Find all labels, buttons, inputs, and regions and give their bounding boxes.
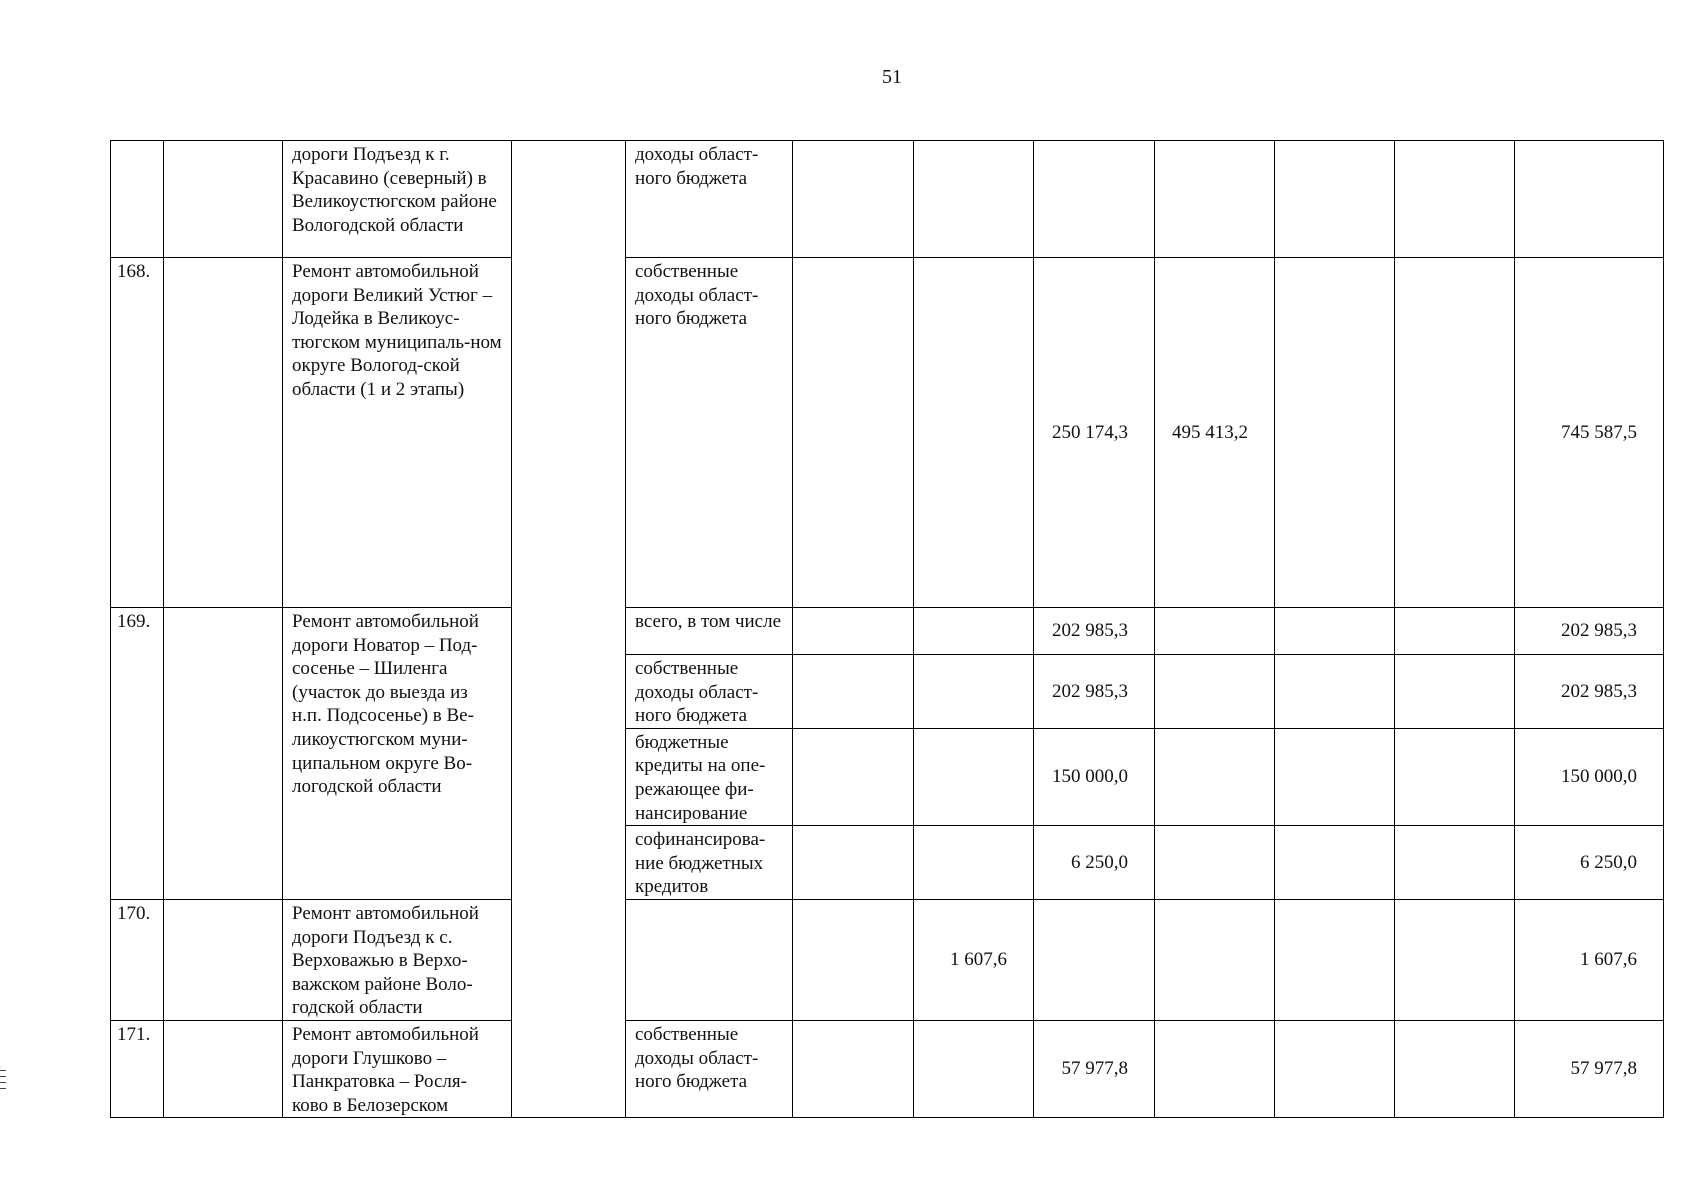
- value-cell: [793, 608, 914, 655]
- value-cell: 57 977,8: [1034, 1020, 1155, 1117]
- total-cell: 1 607,6: [1515, 899, 1664, 1020]
- value-cell: [793, 655, 914, 729]
- row-number: 171.: [111, 1020, 164, 1117]
- funding-source: собственные доходы област-ного бюджета: [626, 258, 793, 608]
- total-cell: 150 000,0: [1515, 728, 1664, 825]
- value-cell: [914, 258, 1034, 608]
- executor-cell: [512, 141, 626, 258]
- value-cell: [1275, 826, 1395, 900]
- total-cell: 202 985,3: [1515, 608, 1664, 655]
- value-cell: [914, 1020, 1034, 1117]
- value-cell: [793, 899, 914, 1020]
- page-number: 51: [882, 66, 902, 88]
- value-cell: [793, 258, 914, 608]
- value-cell: 202 985,3: [1034, 655, 1155, 729]
- value-cell: [1155, 899, 1275, 1020]
- value-cell: 6 250,0: [1034, 826, 1155, 900]
- value-cell: [1034, 899, 1155, 1020]
- value-cell: [1395, 899, 1515, 1020]
- value-cell: [914, 655, 1034, 729]
- row-number: 169.: [111, 608, 164, 900]
- value-cell: [1395, 258, 1515, 608]
- value-cell: [793, 1020, 914, 1117]
- funding-source: собственные доходы област-ного бюджета: [626, 1020, 793, 1117]
- value-cell: [793, 141, 914, 258]
- executor-cell: [512, 258, 626, 608]
- table-row: [111, 899, 1664, 1020]
- value-cell: 495 413,2: [1155, 258, 1275, 608]
- object-name: Ремонт автомобильной дороги Глушково – Панкратовка – Росля-ково в Белозерском: [283, 1020, 512, 1117]
- value-cell: [1275, 258, 1395, 608]
- value-cell: 1 607,6: [914, 899, 1034, 1020]
- value-cell: [914, 608, 1034, 655]
- row-number: [111, 141, 164, 258]
- funding-source: бюджетные кредиты на опе-режающее фи-нансирование: [626, 728, 793, 825]
- value-cell: [1275, 728, 1395, 825]
- value-cell: 202 985,3: [1034, 608, 1155, 655]
- budget-table: [110, 140, 1664, 1118]
- total-cell: 6 250,0: [1515, 826, 1664, 900]
- value-cell: [1275, 608, 1395, 655]
- value-cell: [1155, 1020, 1275, 1117]
- total-cell: 57 977,8: [1515, 1020, 1664, 1117]
- object-name: Ремонт автомобильной дороги Великий Устюг – Лодейка в Великоус-тюгском муниципаль-ном округе Вологод-ской области (1 и 2 этапы): [283, 258, 512, 608]
- table-row: [111, 141, 1664, 258]
- value-cell: [793, 728, 914, 825]
- total-cell: 202 985,3: [1515, 655, 1664, 729]
- funding-source: [626, 899, 793, 1020]
- total-cell: [1515, 141, 1664, 258]
- row-number: 170.: [111, 899, 164, 1020]
- value-cell: [914, 728, 1034, 825]
- value-cell: [1155, 141, 1275, 258]
- table-row: [111, 608, 1664, 655]
- total-cell: 745 587,5: [1515, 258, 1664, 608]
- value-cell: [1395, 655, 1515, 729]
- value-cell: [1034, 141, 1155, 258]
- value-cell: [1275, 141, 1395, 258]
- funding-source: собственные доходы област-ного бюджета: [626, 655, 793, 729]
- value-cell: [1395, 1020, 1515, 1117]
- value-cell: [1275, 1020, 1395, 1117]
- executor-cell: [512, 899, 626, 1020]
- value-cell: [793, 826, 914, 900]
- code-cell: [164, 608, 283, 900]
- code-cell: [164, 141, 283, 258]
- executor-cell: [512, 1020, 626, 1117]
- table-row: [111, 1020, 1664, 1117]
- value-cell: 150 000,0: [1034, 728, 1155, 825]
- code-cell: [164, 1020, 283, 1117]
- value-cell: [1395, 608, 1515, 655]
- value-cell: [1395, 826, 1515, 900]
- executor-cell: [512, 608, 626, 900]
- object-name: дороги Подъезд к г. Красавино (северный) в Великоустюгском районе Вологодской области: [283, 141, 512, 258]
- funding-source: доходы област-ного бюджета: [626, 141, 793, 258]
- table-row: [111, 258, 1664, 608]
- value-cell: [1395, 728, 1515, 825]
- value-cell: 250 174,3: [1034, 258, 1155, 608]
- funding-source: всего, в том числе: [626, 608, 793, 655]
- value-cell: [914, 826, 1034, 900]
- value-cell: [1275, 655, 1395, 729]
- value-cell: [1395, 141, 1515, 258]
- code-cell: [164, 258, 283, 608]
- code-cell: [164, 899, 283, 1020]
- scan-margin-marks: [0, 1070, 6, 1094]
- object-name: Ремонт автомобильной дороги Новатор – Под-сосенье – Шиленга (участок до выезда из н.п. Подсосенье) в Ве-ликоустюгском муни-ципальном округе Во-логодской области: [283, 608, 512, 900]
- object-name: Ремонт автомобильной дороги Подъезд к с. Верховажью в Верхо-важском районе Воло-годской области: [283, 899, 512, 1020]
- value-cell: [914, 141, 1034, 258]
- value-cell: [1155, 608, 1275, 655]
- value-cell: [1155, 655, 1275, 729]
- value-cell: [1155, 728, 1275, 825]
- value-cell: [1275, 899, 1395, 1020]
- value-cell: [1155, 826, 1275, 900]
- row-number: 168.: [111, 258, 164, 608]
- funding-source: софинансирова-ние бюджетных кредитов: [626, 826, 793, 900]
